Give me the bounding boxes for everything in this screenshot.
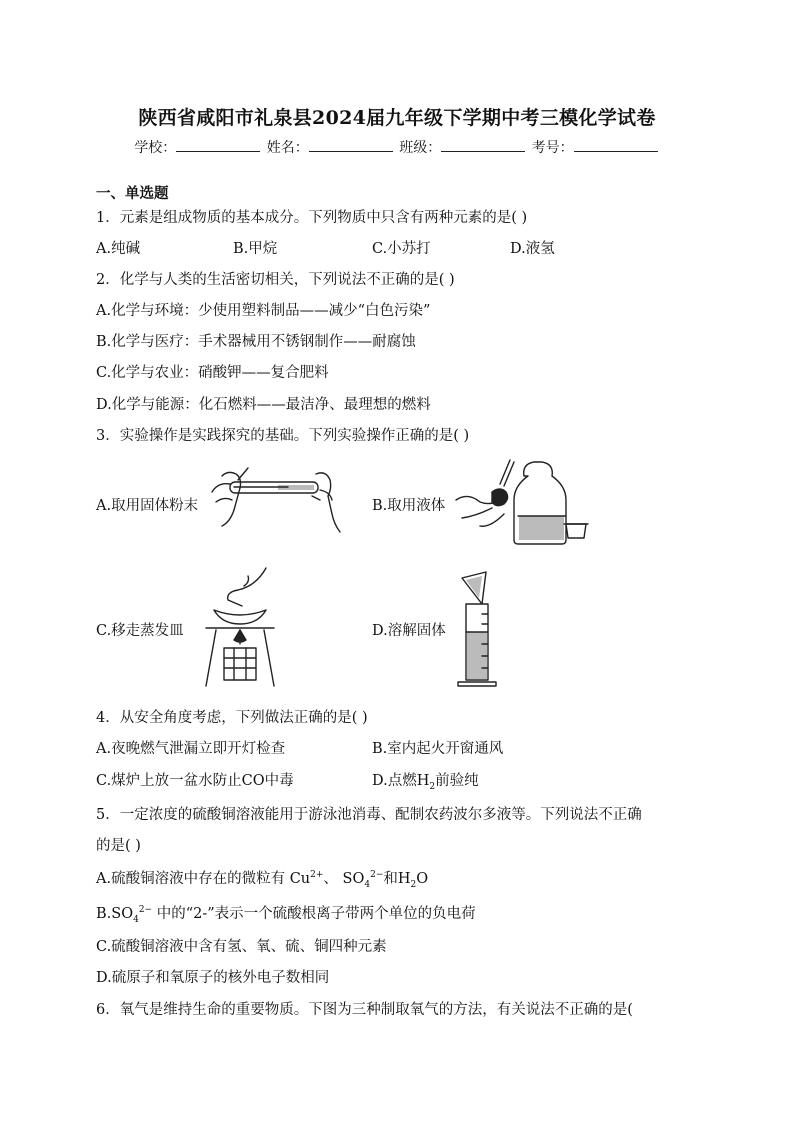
q1-option-b[interactable]: B.甲烷 — [233, 241, 278, 257]
number-blank[interactable] — [574, 137, 658, 152]
q3-option-a[interactable]: A.取用固体粉末 — [96, 498, 199, 514]
q1-option-c[interactable]: C.小苏打 — [372, 241, 431, 257]
q4-option-d[interactable]: D.点燃$H_2$前验纯 — [372, 773, 479, 792]
class-blank[interactable] — [441, 137, 525, 152]
q2-option-b[interactable]: B.化学与医疗：手术器械用不锈钢制作——耐腐蚀 — [96, 334, 416, 350]
name-blank[interactable] — [309, 137, 393, 152]
q2-option-c[interactable]: C.化学与农业：硝酸钾——复合肥料 — [96, 365, 329, 381]
q5-stem-line1: 5．一定浓度的硫酸铜溶液能用于游泳池消毒、配制农药波尔多液等。下列说法不正确 — [96, 807, 642, 823]
q4-stem: 4．从安全角度考虑，下列做法正确的是( ) — [96, 710, 368, 726]
figure-b-reagent-bottle-icon — [452, 456, 592, 548]
school-blank[interactable] — [176, 137, 260, 152]
figure-d-graduated-cylinder-icon — [452, 570, 502, 688]
class-label: 班级： — [399, 140, 442, 156]
q5-option-c[interactable]: C.硫酸铜溶液中含有氢、氧、硫、铜四种元素 — [96, 939, 387, 955]
q5-stem-line2: 的是( ) — [96, 838, 141, 854]
figure-c-evaporating-dish-icon — [200, 566, 280, 688]
number-label: 考号： — [531, 140, 574, 156]
q3-option-c[interactable]: C.移走蒸发皿 — [96, 623, 184, 639]
q2-option-d[interactable]: D.化学与能源：化石燃料——最洁净、最理想的燃料 — [96, 397, 431, 413]
q2-option-a[interactable]: A.化学与环境：少使用塑料制品——减少“白色污染” — [96, 303, 431, 319]
q1-stem: 1．元素是组成物质的基本成分。下列物质中只含有两种元素的是( ) — [96, 210, 528, 226]
q5-option-a[interactable]: A.硫酸铜溶液中存在的微粒有 $Cu^{2+}$、 $SO_4^{2-}$和$H_2O$ — [96, 870, 429, 890]
q6-stem: 6．氧气是维持生命的重要物质。下图为三种制取氧气的方法，有关说法不正确的是( — [96, 1002, 633, 1018]
q5-option-b[interactable]: $B.SO_4^{2-}$ 中的“2-”表示一个硫酸根离子带两个单位的负电荷 — [96, 905, 476, 925]
q4-option-b[interactable]: B.室内起火开窗通风 — [372, 741, 504, 757]
student-info-line — [0, 137, 794, 157]
q3-stem: 3．实验操作是实践探究的基础。下列实验操作正确的是( ) — [96, 428, 470, 444]
q4-option-a[interactable]: A.夜晚燃气泄漏立即开灯检查 — [96, 741, 286, 757]
figure-a-test-tube-icon — [208, 462, 348, 534]
section-heading: 一、单选题 — [96, 185, 169, 202]
q1-option-d[interactable]: D.液氢 — [510, 241, 555, 257]
q1-option-a[interactable]: A.纯碱 — [96, 241, 141, 257]
name-label: 姓名： — [266, 140, 309, 156]
q2-stem: 2．化学与人类的生活密切相关，下列说法不正确的是( ) — [96, 272, 455, 288]
school-label: 学校： — [134, 140, 177, 156]
q4-option-c[interactable]: C.煤炉上放一盆水防止CO中毒 — [96, 773, 294, 789]
page-title: 陕西省咸阳市礼泉县2024届九年级下学期中考三模化学试卷 — [138, 107, 656, 129]
q3-option-b[interactable]: B.取用液体 — [372, 498, 446, 514]
q3-option-d[interactable]: D.溶解固体 — [372, 623, 446, 639]
q5-option-d[interactable]: D.硫原子和氧原子的核外电子数相同 — [96, 970, 330, 986]
